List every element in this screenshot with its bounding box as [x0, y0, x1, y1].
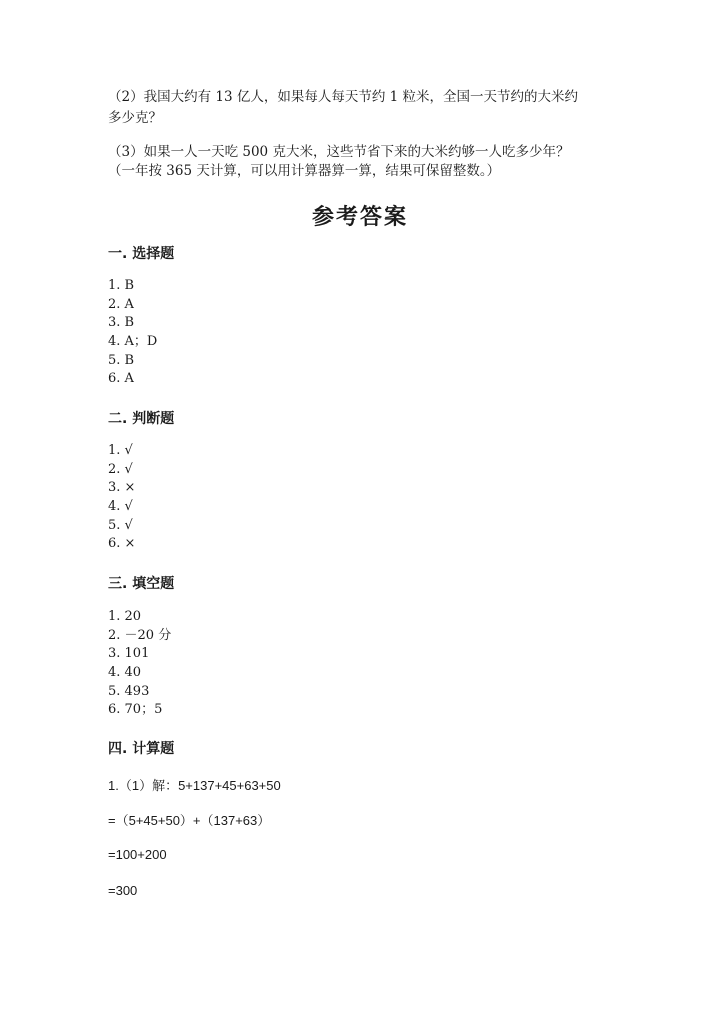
list-item: 4. A；D	[108, 334, 158, 350]
list-item: 1. √	[108, 443, 133, 458]
list-item: 5. B	[108, 352, 135, 368]
list-item: 3. B	[108, 315, 135, 331]
list-item: 2. A	[108, 296, 134, 312]
fill-blank-answer-list	[108, 608, 171, 720]
list-item: 5. √	[108, 517, 133, 533]
calculation-line-2: =（5+45+50）+（137+63）	[108, 813, 271, 828]
list-item: 5. 493	[108, 683, 150, 699]
section-heading-judgement: 二. 判断题	[108, 411, 175, 427]
calculation-line-3: =100+200	[108, 847, 167, 862]
answer-title: 参考答案	[311, 204, 408, 230]
question-3-line-2: （一年按 365 天计算，可以用计算器算一算，结果可保留整数。）	[108, 163, 501, 179]
list-item: 3. 101	[108, 646, 150, 662]
calculation-line-4: =300	[108, 883, 138, 898]
question-3-line-1: （3）如果一人一天吃 500 克大米，这些节省下来的大米约够一人吃多少年？	[108, 144, 570, 160]
list-item: 4. 40	[108, 665, 142, 681]
section-heading-choice: 一. 选择题	[108, 246, 175, 262]
list-item: 2. √	[108, 461, 133, 477]
list-item: 1. 20	[108, 609, 142, 624]
list-item: 3. ×	[108, 480, 136, 496]
judgement-answer-list	[108, 442, 135, 554]
list-item: 6. ×	[108, 536, 136, 552]
list-item: 1. B	[108, 278, 135, 293]
calculation-line-1: 1.（1）解：5+137+45+63+50	[108, 778, 281, 793]
question-2-line-2: 多少克？	[108, 110, 162, 126]
choice-answer-list	[108, 277, 157, 389]
list-item: 6. A	[108, 371, 134, 387]
list-item: 6. 70；5	[108, 702, 163, 718]
section-heading-calculation: 四. 计算题	[108, 741, 175, 757]
list-item: 2. －20 分	[108, 627, 172, 643]
list-item: 4. √	[108, 499, 133, 515]
section-heading-fill-blank: 三. 填空题	[108, 576, 175, 592]
question-2-line-1: （2）我国大约有 13 亿人，如果每人每天节约 1 粒米，全国一天节约的大米约	[108, 89, 579, 105]
